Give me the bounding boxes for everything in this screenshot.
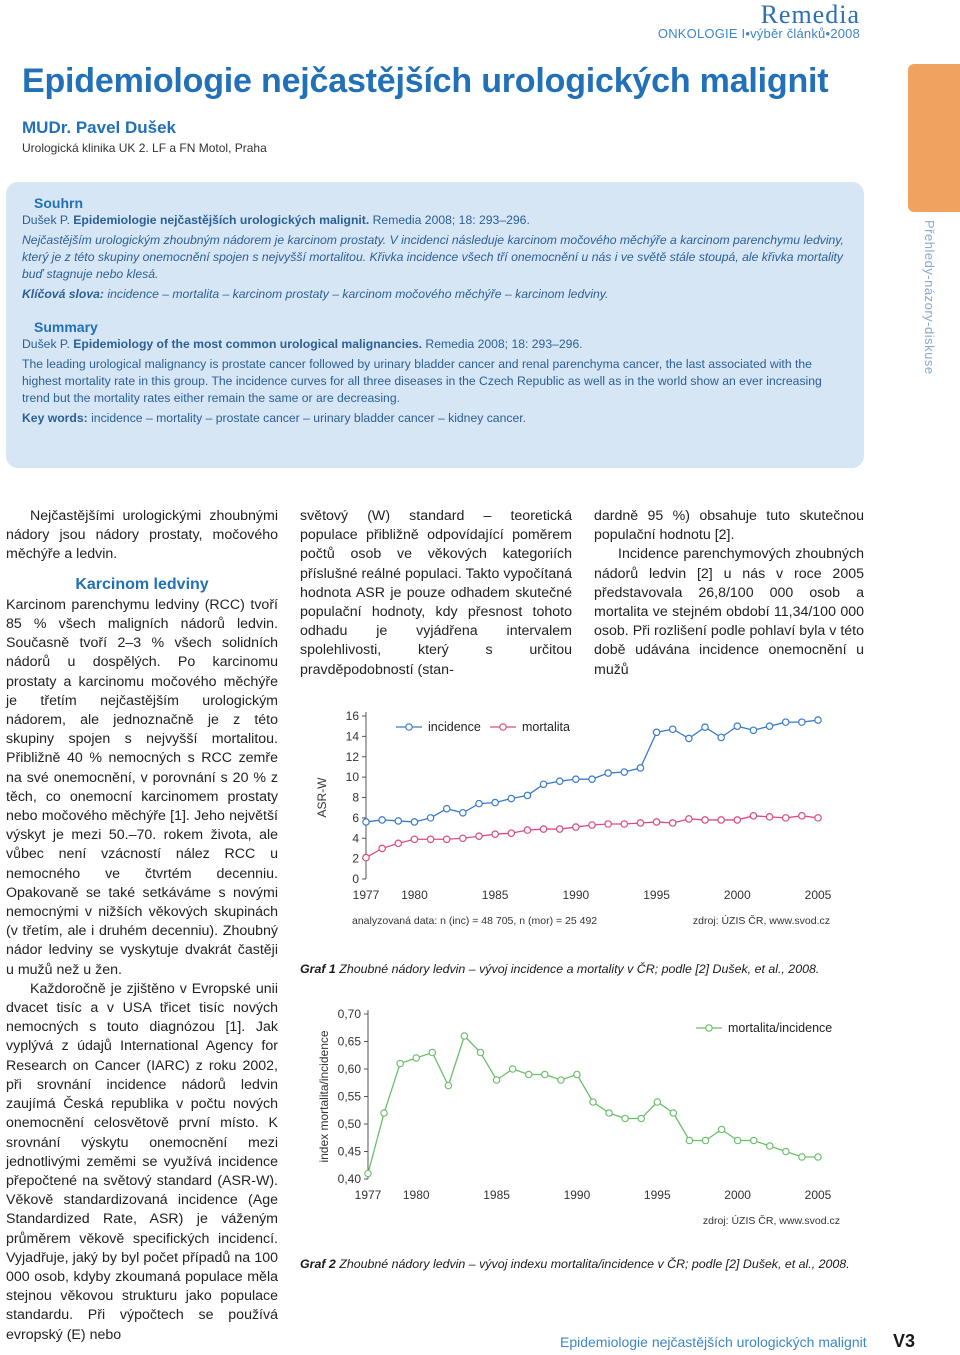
x-tick-label: 2000 [724,1188,751,1202]
kidney-paragraph-2: Každoročně je zjištěno v Evropské unii dvacet tisíc a v USA třicet tisíc nových nemocných s touto diagnózou [1]. Jak vyplývá z údajů International Agency for Research on Cancer (IARC) z roku 2002, při srovnání incidence nádorů ledvin zaujímá Česká republika v počtu nových onemocnění celosvětově první místo. K srovnání výskytu onemocnění mezi jednotlivými zeměmi se využívá incidence přepočtené na světový standard (ASR-W). Věkově standardizovaná incidence (Age Standardized Rate, ASR) je váženým průměrem věkově specifických incidencí. Vyjadřuje, jaký by byl počet případů na 100 000 osob, kdyby zkoumaná populace měla stejnou věkovou strukturu jako populace standardu. Při výpočtech se používá evropský (E) nebo [6,980,278,1343]
data-point [558,1077,564,1083]
data-point [573,776,579,782]
data-point [670,726,676,732]
abstract-box [6,182,864,468]
caption-2-label: Graf 2 [300,1257,336,1271]
data-point [815,717,821,723]
data-point [397,1060,403,1066]
ci-paragraph: dardně 95 %) obsahuje tuto skutečnou populační hodnotu [2]. [594,508,864,544]
section-heading-kidney: Karcinom ledviny [75,575,209,593]
incidence-paragraph: Incidence parenchymových zhoubných nádorů ledvin [2] u nás v roce 2005 představovala 26,8/100 000 osob a mortalita ve stejném období 11,34/100 000 osob. Při rozlišení podle pohlaví byla v této době udávána incidence onemocnění u mužů [594,546,864,678]
data-point [444,806,450,812]
x-tick-label: 1990 [562,888,590,902]
data-point [476,833,482,839]
legend-marker [500,724,506,730]
data-point [621,821,627,827]
intro-paragraph: Nejčastějšími urologickými zhoubnými nádory jsou nádory prostaty, močového měchýře a ledvin. [6,508,278,563]
author-affiliation: Urologická klinika UK 2. LF a FN Motol, Praha [22,141,267,155]
data-point [574,1071,580,1077]
journal-series: výběr článků [750,26,826,41]
x-tick-label: 2005 [804,1188,832,1202]
journal-info: ONKOLOGIE I•výběr článků•2008 [657,26,860,41]
abstract-cz-citation [22,212,848,229]
data-point [492,831,498,837]
data-point [750,813,756,819]
y-tick-label: 0,40 [337,1172,361,1186]
y-tick-label: 12 [345,749,359,764]
cz-cite-title: Epidemiologie nejčastějších urologických malignit. [73,213,370,227]
data-point [653,819,659,825]
x-tick-label: 1980 [402,1188,430,1202]
data-point [718,817,724,823]
caption-2-text: Zhoubné nádory ledvin – vývoj indexu mortalita/incidence v ČR; podle [2] Dušek, et al., 2008. [339,1257,850,1271]
data-point [783,719,789,725]
cz-cite-author: Dušek P. [22,213,70,227]
data-point [573,824,579,830]
y-tick-label: 0,70 [337,1007,361,1021]
data-point [524,792,530,798]
caption-graf-2 [300,1256,860,1272]
page-number: V3 [893,1331,916,1351]
data-point [621,769,627,775]
chart-incidence-mortality [300,700,860,940]
data-point [379,845,385,851]
abstract-en-citation [22,336,848,353]
data-point [605,770,611,776]
y-tick-label: 0,65 [337,1034,361,1049]
x-tick-label: 1980 [401,888,428,902]
y-tick-label: 8 [352,790,359,805]
data-point [734,1137,740,1143]
running-title: Epidemiologie nejčastějších urologických malignit [560,1334,867,1350]
chart-note: analyzovaná data: n (inc) = 48 705, n (mor) = 25 492 [352,915,598,927]
data-point [461,1033,467,1039]
en-cite-source: Remedia 2008; 18: 293–296. [425,337,583,351]
abstract-cz-heading: Souhrn [34,195,83,211]
y-tick-label: 16 [345,709,359,723]
chart-mortality-incidence-index [300,997,860,1237]
author-name: MUDr. Pavel Dušek [22,118,177,137]
legend-marker [406,724,412,730]
data-point [492,799,498,805]
journal-section: ONKOLOGIE I [657,26,746,41]
data-point [540,781,546,787]
data-point [363,819,369,825]
data-point [799,719,805,725]
data-point [477,1049,483,1055]
cz-cite-source: Remedia 2008; 18: 293–296. [372,213,530,227]
cz-keywords-label: Klíčová slova: [22,287,104,301]
data-point [542,1071,548,1077]
data-point [589,822,595,828]
data-point [766,723,772,729]
body-column-3 [594,507,864,680]
y-tick-label: 0,55 [337,1089,361,1104]
data-point [718,734,724,740]
series-line-incidence [366,720,818,822]
article-title: Epidemiologie nejčastějších urologických malignit [22,62,829,100]
abstract-cz-text: Nejčastějším urologickým zhoubným nádorem je karcinom prostaty. V incidenci následuje karcinom močového měchýře a karcinom parenchymu ledviny, který je z této skupiny onemocnění spojen s nejvyšší mortalitou. Křivka incidence všech tří onemocnění u nás i ve světě stále stoupá, ale křivka mortality buď stagnuje nebo klesá. [22,233,844,281]
en-keywords: incidence – mortality – prostate cancer – urinary bladder cancer – kidney cancer. [91,411,527,425]
y-axis-label: ASR-W [315,777,329,818]
data-point [605,821,611,827]
data-point [476,800,482,806]
data-point [557,778,563,784]
data-point [767,1143,773,1149]
legend-marker [706,1025,712,1031]
abstract-en-heading: Summary [34,319,98,335]
en-cite-author: Dušek P. [22,337,70,351]
y-tick-label: 0,60 [337,1062,361,1076]
abstract-en-keywords [22,410,848,427]
data-point [815,815,821,821]
y-tick-label: 4 [352,831,359,846]
data-point [590,1099,596,1105]
caption-1-text: Zhoubné nádory ledvin – vývoj incidence a mortality v ČR; podle [2] Dušek, et al., 2008. [339,962,820,976]
abstract-en-text: The leading urological malignancy is prostate cancer followed by urinary bladder cancer and renal parenchyma cancer, the last associated with the highest mortality rate in this group. The incidence curves for all three diseases in the Czech Republic as well as in the world show an ever increasing trend but the mortality rates either remain the same or are decreasing. [22,357,822,405]
y-tick-label: 10 [345,770,359,785]
y-tick-label: 6 [352,810,359,825]
caption-1-label: Graf 1 [300,962,336,976]
data-point [445,1082,451,1088]
data-point [557,826,563,832]
x-tick-label: 1977 [352,888,380,902]
data-point [702,1137,708,1143]
x-tick-label: 1985 [481,888,509,902]
data-point [815,1154,821,1160]
en-keywords-label: Key words: [22,411,88,425]
en-cite-title: Epidemiology of the most common urological malignancies. [73,337,423,351]
y-axis-label: index mortalita/incidence [317,1030,331,1163]
legend-label: mortalita/incidence [728,1021,833,1035]
x-tick-label: 2005 [804,888,832,902]
journal-year: 2008 [830,26,860,41]
data-point [734,817,740,823]
body-column-2 [300,507,572,680]
data-point [526,1071,532,1077]
section-label: Přehledy-názory-diskuse [922,220,937,375]
kidney-paragraph-1: Karcinom parenchymu ledviny (RCC) tvoří 85 % všech maligních nádorů ledvin. Současně tvoří 2–3 % všech solidních nádorů u dospělých. Po karcinomu prostaty a karcinomu močového měchýře je třetím nejčastějším urologickým nádorem, ale jednoznačně je z této skupiny spojen s nejvyšší mortalitou. Přibližně 40 % nemocných s RCC zemře na své onemocnění, v porovnání s 20 % z těch, co onemocní karcinomem prostaty nebo močového měchýře [1]. Jeho největší výskyt je mezi 50.–70. rokem života, ale vůbec není vzácností nález RCC u nemocného ve čtvrtém decenniu. Opakovaně se také setkáváme s novými nemocnými v nižších věkových skupinách (v třetím, ale i druhém decenniu). Zhoubný nádor ledviny se vyskytuje dvakrát častěji u mužů než u žen. [6,596,278,978]
cz-keywords: incidence – mortalita – karcinom prostaty – karcinom močového měchýře – karcinom ledviny. [107,287,609,301]
y-tick-label: 2 [352,851,359,866]
brand-logo: Remedia [760,0,860,29]
data-point [751,1137,757,1143]
data-point [654,1099,660,1105]
data-point [783,1148,789,1154]
data-point [637,765,643,771]
x-tick-label: 1995 [643,1188,671,1202]
data-point [653,729,659,735]
data-point [606,1110,612,1116]
x-tick-label: 1990 [563,1188,591,1202]
data-point [766,814,772,820]
chart-source: zdroj: ÚZIS ČR, www.svod.cz [702,1215,840,1227]
section-tab [908,64,960,212]
asr-paragraph: světový (W) standard – teoretická populace přibližně odpovídající poměrem počtů osob ve věkových kategoriích příslušné reálné populaci. Takto vypočítaná hodnota ASR je pouze odhadem skutečné populační hodnoty, kdy přesnost tohoto odhadu je vyjádřena intervalem spolehlivosti, který s určitou pravděpodobností (stan- [300,508,572,678]
data-point [395,840,401,846]
data-point [799,1154,805,1160]
data-point [524,827,530,833]
data-point [783,815,789,821]
body-column-1 [6,507,278,1345]
data-point [702,817,708,823]
data-point [427,815,433,821]
x-tick-label: 1985 [483,1188,510,1202]
data-point [379,817,385,823]
legend-label: incidence [428,720,481,734]
x-tick-label: 2000 [723,888,751,902]
data-point [750,727,756,733]
data-point [670,820,676,826]
data-point [413,1055,419,1061]
data-point [363,854,369,860]
data-point [427,836,433,842]
data-point [540,826,546,832]
data-point [718,1126,724,1132]
data-point [686,1137,692,1143]
data-point [460,810,466,816]
data-point [686,816,692,822]
data-point [395,818,401,824]
data-point [509,1066,515,1072]
data-point [365,1170,371,1176]
data-point [799,813,805,819]
data-point [508,795,514,801]
data-point [686,735,692,741]
legend-label: mortalita [522,720,570,734]
y-tick-label: 14 [345,729,359,744]
y-tick-label: 0,50 [337,1117,361,1131]
data-point [734,723,740,729]
data-point [622,1115,628,1121]
y-tick-label: 0 [352,872,359,886]
data-point [460,835,466,841]
data-point [638,1115,644,1121]
chart-source: zdroj: ÚZIS ČR, www.svod.cz [692,915,830,927]
data-point [429,1049,435,1055]
data-point [670,1110,676,1116]
data-point [381,1110,387,1116]
data-point [411,836,417,842]
abstract-cz-keywords [22,286,848,303]
data-point [637,820,643,826]
caption-graf-1 [300,961,860,977]
data-point [493,1077,499,1083]
data-point [508,830,514,836]
y-tick-label: 0,45 [337,1144,361,1159]
x-tick-label: 1995 [643,888,670,902]
data-point [411,819,417,825]
data-point [702,724,708,730]
x-tick-label: 1977 [354,1188,382,1202]
data-point [589,776,595,782]
data-point [444,836,450,842]
